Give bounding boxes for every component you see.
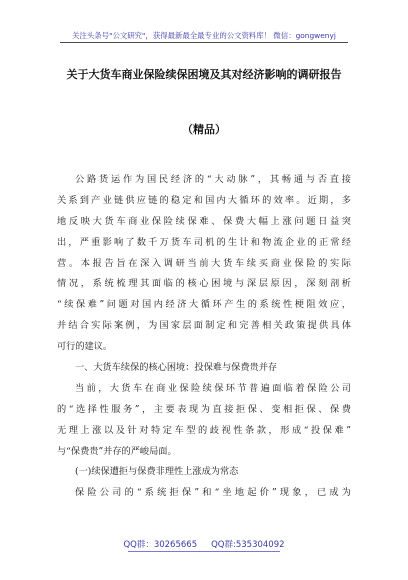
paragraph-line: 情况，系统梳理其面临的核心困境与深层原因，深刻剖析 (57, 278, 351, 290)
paragraph-line: 可行的建议。 (57, 341, 113, 353)
document-body (57, 170, 351, 504)
document-title: 关于大货车商业保险续保困境及其对经济影响的调研报告 (66, 68, 342, 81)
document-subtitle: （精品） (182, 123, 226, 136)
paragraph-line: “续保难”问题对国内经济大循环产生的系统性梗阻效应， (57, 299, 351, 311)
paragraph-line: 公路货运作为国民经济的“大动脉”，其畅通与否直接 (75, 174, 351, 185)
subsection-heading: (一)续保遭拒与保费非理性上涨成为常态 (75, 466, 239, 478)
footer-qq-group-2: QQ群:535304092 (211, 540, 285, 550)
paragraph-line: 地反映大货车商业保险续保难、保费大幅上涨问题日益突 (57, 215, 351, 227)
paragraph-line: 当前，大货车在商业保险续保环节普遍面临着保险公司 (75, 382, 351, 394)
paragraph-line: 并结合实际案例，为国家层面制定和完善相关政策提供具体 (57, 320, 351, 332)
paragraph-line: 无理上涨以及针对特定车型的歧视性条款，形成“投保难” (57, 424, 351, 436)
footer-contact (0, 538, 408, 550)
paragraph-line: 出，严重影响了数千万货车司机的生计和物流企业的正常经 (57, 236, 351, 248)
header-divider (60, 42, 348, 43)
paragraph-line: 的“选择性服务”，主要表现为直接拒保、变相拒保、保费 (57, 403, 351, 415)
footer-underline (128, 551, 280, 552)
header-banner: 关注头条号"公文研究"，获得最新最全最专业的公文资料库！ 微信：gongwenyj (72, 31, 336, 40)
section-heading: 一、大货车续保的核心困境：投保难与保费贵并存 (75, 362, 278, 374)
footer-qq-group-1: QQ群：30265665 (123, 540, 198, 550)
paragraph-line: 保险公司的“系统拒保”和“坐地起价”现象，已成为 (75, 487, 351, 499)
paragraph-line: 关系到产业链供应链的稳定和国内大循环的效率。近期，多 (57, 194, 351, 206)
paragraph-line: 与“保费贵”并存的严峻局面。 (57, 445, 177, 457)
paragraph-line: 营。本报告旨在深入调研当前大货车续买商业保险的实际 (57, 257, 351, 269)
